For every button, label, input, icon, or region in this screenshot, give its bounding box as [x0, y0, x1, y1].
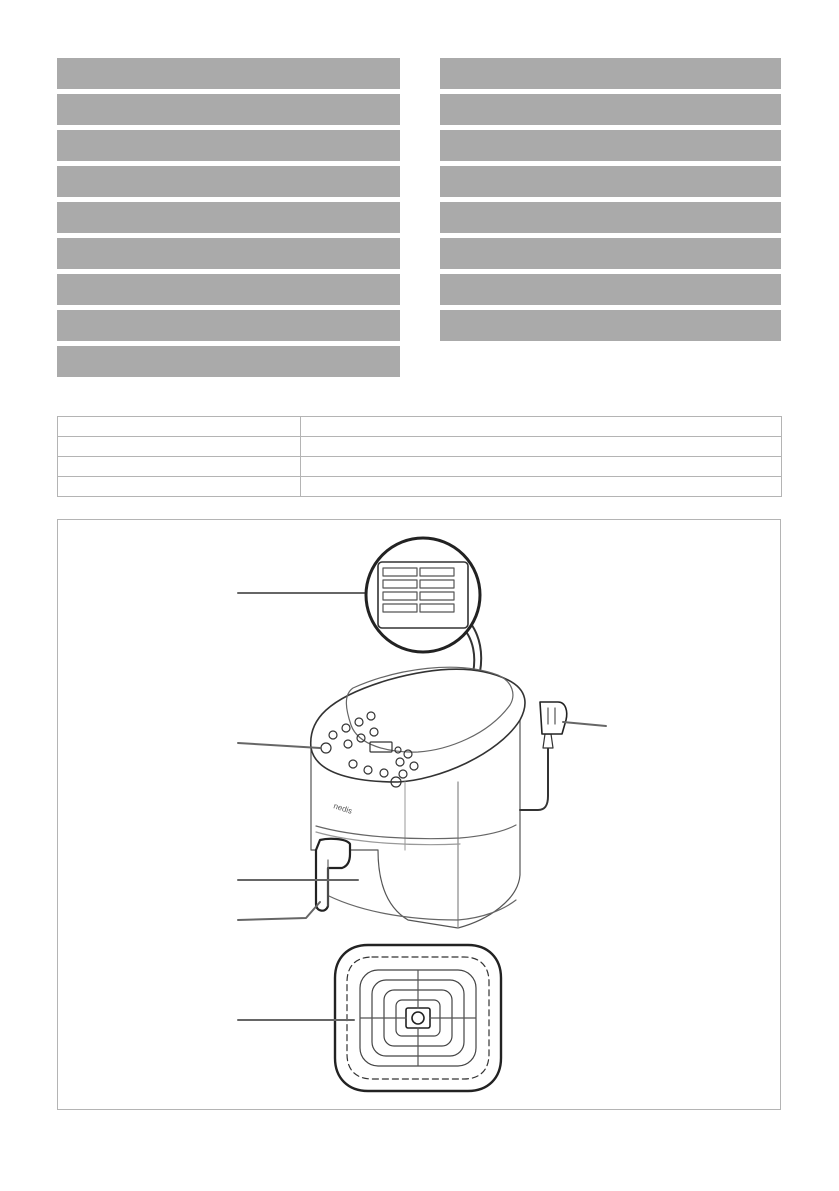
- tab-bar-left-7: [57, 274, 400, 305]
- table-row: [58, 457, 782, 477]
- grill-plate: [335, 945, 501, 1091]
- product-illustration-frame: [57, 519, 781, 1110]
- tab-bar-right-6: [440, 238, 781, 269]
- table-cell: [301, 417, 782, 437]
- tab-bar-left-1: [57, 58, 400, 89]
- callout-handle: [238, 902, 320, 920]
- table-row: [58, 417, 782, 437]
- tab-bar-left-4: [57, 166, 400, 197]
- tab-bar-right-8: [440, 310, 781, 341]
- tab-bar-right-4: [440, 166, 781, 197]
- table-row: [58, 437, 782, 457]
- table-cell: [58, 477, 301, 497]
- spec-table: [57, 416, 782, 497]
- table-cell: [301, 437, 782, 457]
- tab-bar-left-2: [57, 94, 400, 125]
- table-cell: [58, 417, 301, 437]
- tab-bar-right-1: [440, 58, 781, 89]
- tab-bar-right-5: [440, 202, 781, 233]
- table-row: [58, 477, 782, 497]
- brand-mark: nedis: [332, 801, 354, 816]
- drawer-handle: [316, 839, 350, 911]
- callout-plug: [563, 722, 606, 726]
- tab-bar-left-9: [57, 346, 400, 377]
- air-fryer-body: [311, 667, 525, 928]
- tab-bar-left-6: [57, 238, 400, 269]
- table-cell: [301, 457, 782, 477]
- table-cell: [58, 437, 301, 457]
- tab-bar-left-5: [57, 202, 400, 233]
- tab-bar-left-3: [57, 130, 400, 161]
- callout-control-panel: [238, 743, 320, 748]
- tab-bar-right-2: [440, 94, 781, 125]
- tab-bar-right-7: [440, 274, 781, 305]
- tab-bar-right-3: [440, 130, 781, 161]
- table-cell: [301, 477, 782, 497]
- air-fryer-illustration: [58, 520, 782, 1111]
- table-cell: [58, 457, 301, 477]
- magnified-panel-icon: [366, 538, 481, 687]
- tab-bar-left-8: [57, 310, 400, 341]
- power-cord-plug: [520, 702, 567, 810]
